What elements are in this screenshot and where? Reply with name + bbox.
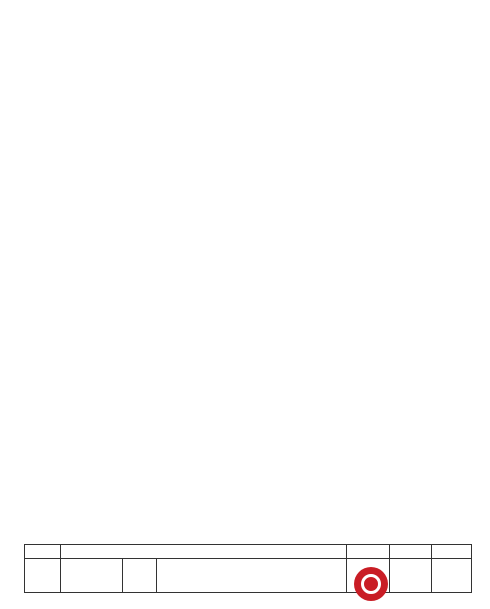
header-no (25, 545, 61, 559)
row-number (25, 559, 61, 593)
logo-icon (354, 567, 388, 601)
row-text (157, 559, 347, 593)
header-factory-check (390, 545, 432, 559)
section-header-row (25, 545, 472, 559)
header-note (432, 545, 472, 559)
watermark (354, 565, 484, 605)
row-group (61, 559, 123, 593)
header-project (61, 545, 347, 559)
header-self-check (347, 545, 390, 559)
row-code (123, 559, 157, 593)
